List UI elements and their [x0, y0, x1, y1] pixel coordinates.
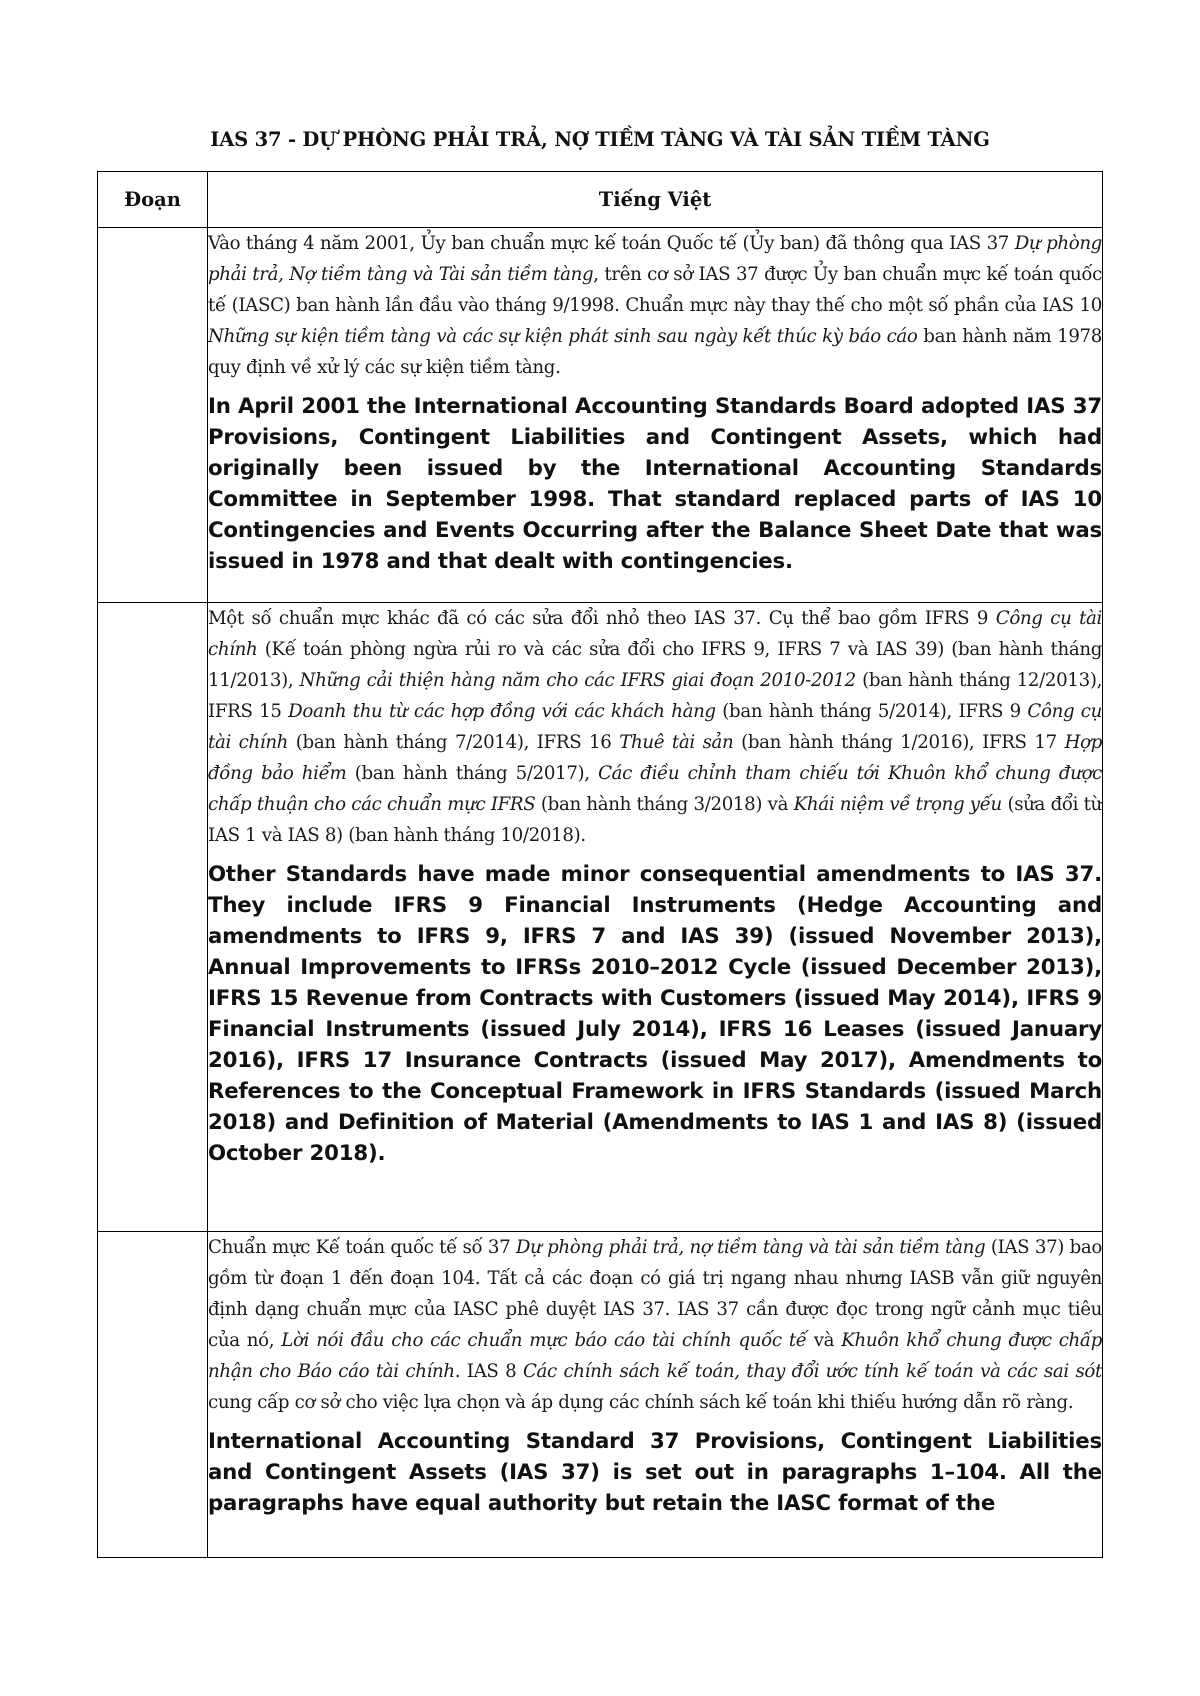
paragraph-number-cell: [98, 603, 208, 1232]
header-tieng-viet: Tiếng Việt: [208, 172, 1103, 228]
content-cell: [208, 603, 1103, 1232]
content-cell: [208, 1232, 1103, 1558]
vietnamese-text: Chuẩn mực Kế toán quốc tế số 37 Dự phòng phải trả, nợ tiềm tàng và tài sản tiềm tàng (IAS 37) bao gồm từ đoạn 1 đến đoạn 104. Tất cả các đoạn có giá trị ngang nhau nhưng IASB vẫn giữ nguyên định dạng chuẩn mực của IASC phê duyệt IAS 37. IAS 37 cần được đọc trong ngữ cảnh mục tiêu của nó, Lời nói đầu cho các chuẩn mực báo cáo tài chính quốc tế và Khuôn khổ chung được chấp nhận cho Báo cáo tài chính. IAS 8 Các chính sách kế toán, thay đổi ước tính kế toán và các sai sót cung cấp cơ sở cho việc lựa chọn và áp dụng các chính sách kế toán khi thiếu hướng dẫn rõ ràng.: [208, 1237, 1102, 1413]
table-header-row: [98, 172, 1103, 228]
vietnamese-text: Vào tháng 4 năm 2001, Ủy ban chuẩn mực kế toán Quốc tế (Ủy ban) đã thông qua IAS 37 Dự phòng phải trả, Nợ tiềm tàng và Tài sản tiềm tàng, trên cơ sở IAS 37 được Ủy ban chuẩn mực kế toán quốc tế (IASC) ban hành lần đầu vào tháng 9/1998. Chuẩn mực này thay thế cho một số phần của IAS 10 Những sự kiện tiềm tàng và các sự kiện phát sinh sau ngày kết thúc kỳ báo cáo ban hành năm 1978 quy định về xử lý các sự kiện tiềm tàng.: [208, 233, 1103, 378]
paragraph-number-cell: [98, 228, 208, 603]
english-text: In April 2001 the International Accounting Standards Board adopted IAS 37 Provisions, Contingent Liabilities and Contingent Assets, which had originally been issued by the International Accounting Standards Committee in September 1998. That standard replaced parts of IAS 10 Contingencies and Events Occurring after the Balance Sheet Date that was issued in 1978 and that dealt with contingencies.: [208, 394, 1102, 574]
table-row: [98, 1232, 1103, 1558]
document-title: IAS 37 - DỰ PHÒNG PHẢI TRẢ, NỢ TIỀM TÀNG VÀ TÀI SẢN TIỀM TÀNG: [210, 128, 990, 151]
content-cell: [208, 228, 1103, 603]
bilingual-table: [97, 171, 1103, 1558]
content-clip: [208, 1232, 1102, 1535]
paragraph-number-cell: [98, 1232, 208, 1558]
english-text: Other Standards have made minor consequential amendments to IAS 37. They include IFRS 9 Financial Instruments (Hedge Accounting and amendments to IFRS 9, IFRS 7 and IAS 39) (issued November 2013), Annual Improvements to IFRSs 2010–2012 Cycle (issued December 2013), IFRS 15 Revenue from Contracts with Customers (issued May 2014), IFRS 9 Financial Instruments (issued July 2014), IFRS 16 Leases (issued January 2016), IFRS 17 Insurance Contracts (issued May 2017), Amendments to References to the Conceptual Framework in IFRS Standards (issued March 2018) and Definition of Material (Amendments to IAS 1 and IAS 8) (issued October 2018).: [208, 862, 1102, 1166]
header-doan: Đoạn: [98, 172, 208, 228]
vietnamese-text: Một số chuẩn mực khác đã có các sửa đổi nhỏ theo IAS 37. Cụ thể bao gồm IFRS 9 Công cụ tài chính (Kế toán phòng ngừa rủi ro và các sửa đổi cho IFRS 9, IFRS 7 và IAS 39) (ban hành tháng 11/2013), Những cải thiện hàng năm cho các IFRS giai đoạn 2010-2012 (ban hành tháng 12/2013), IFRS 15 Doanh thu từ các hợp đồng với các khách hàng (ban hành tháng 5/2014), IFRS 9 Công cụ tài chính (ban hành tháng 7/2014), IFRS 16 Thuê tài sản (ban hành tháng 1/2016), IFRS 17 Hợp đồng bảo hiểm (ban hành tháng 5/2017), Các điều chỉnh tham chiếu tới Khuôn khổ chung được chấp thuận cho các chuẩn mực IFRS (ban hành tháng 3/2018) và Khái niệm về trọng yếu (sửa đổi từ IAS 1 và IAS 8) (ban hành tháng 10/2018).: [208, 608, 1103, 846]
english-text: International Accounting Standard 37 Provisions, Contingent Liabilities and Contingent Assets (IAS 37) is set out in paragraphs 1–104. All the paragraphs have equal authority but retain the IASC format of the: [208, 1429, 1102, 1516]
table-row: [98, 228, 1103, 603]
table-row: [98, 603, 1103, 1232]
